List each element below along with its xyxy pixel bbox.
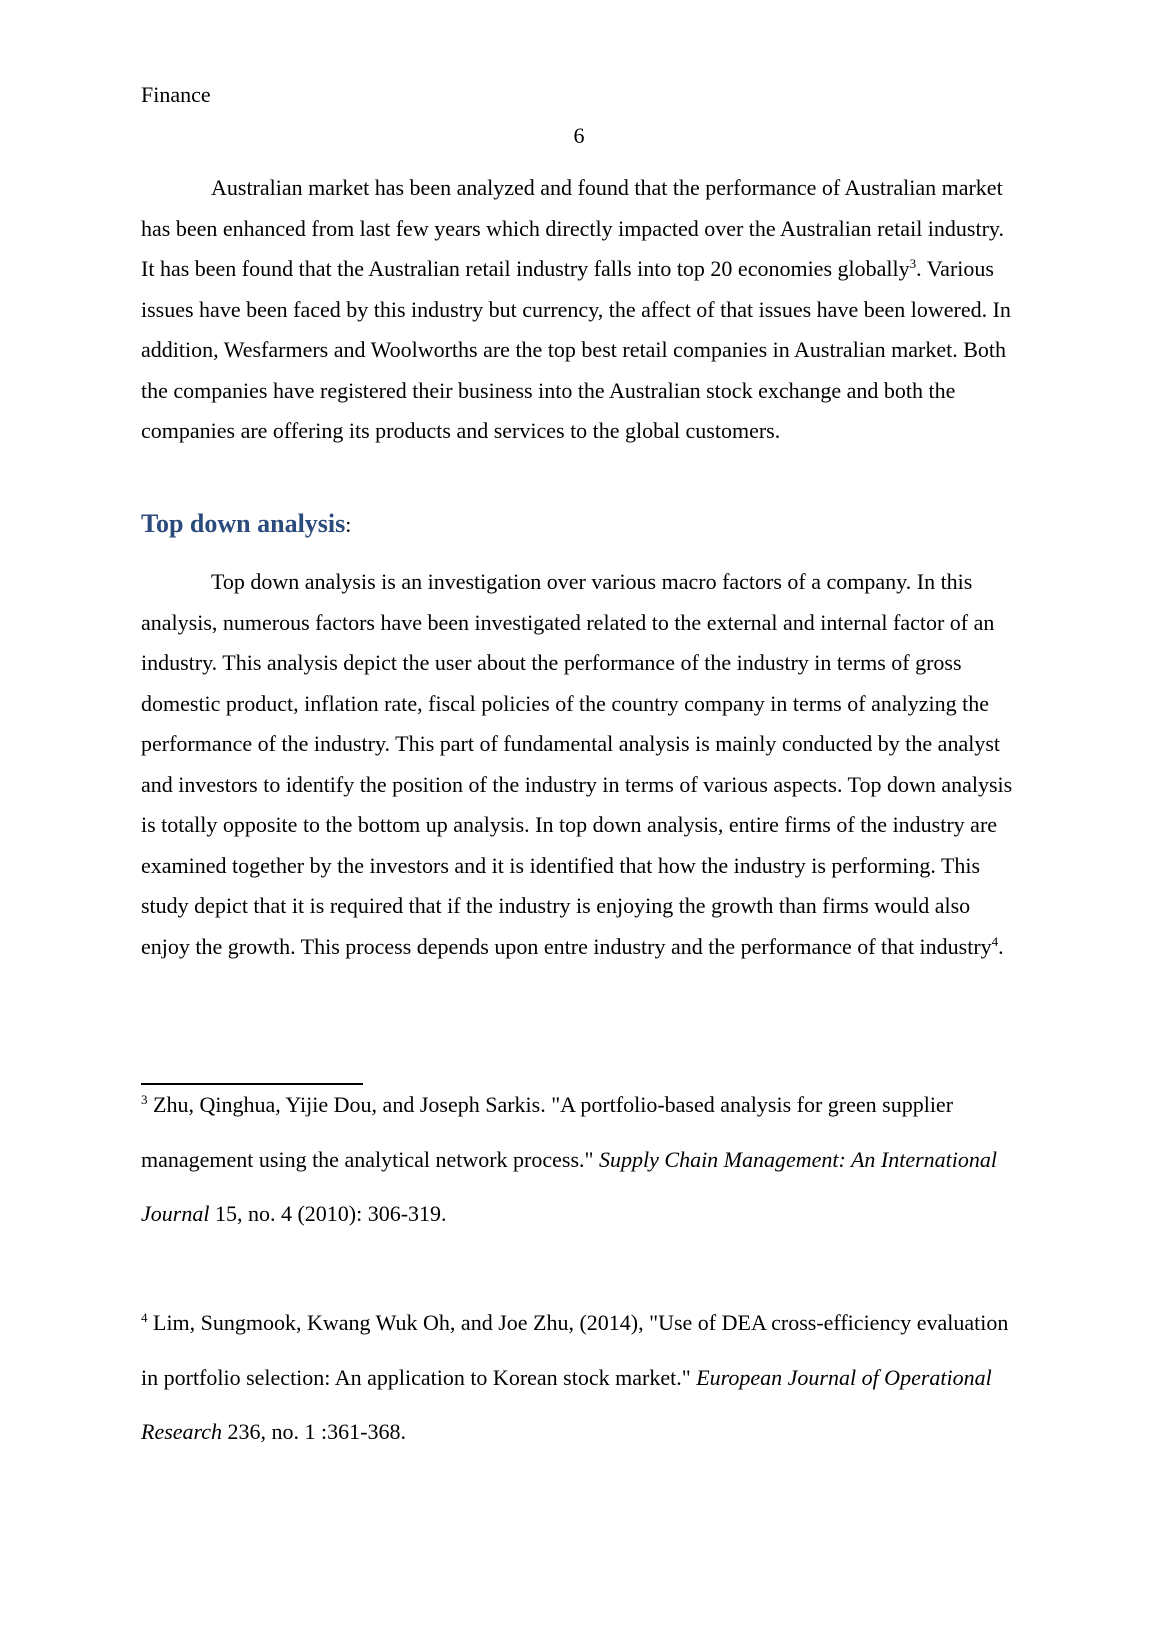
footnote-number: 4 — [141, 1310, 148, 1325]
page-number: 6 — [573, 123, 585, 148]
body-paragraph-top-down — [141, 562, 1021, 967]
footnote-reference-4[interactable]: 4 — [991, 933, 999, 949]
footnote-4 — [141, 1296, 1021, 1460]
running-head: Finance — [141, 82, 211, 107]
footnote-text: Lim, Sungmook, Kwang Wuk Oh, and Joe Zhu, (2014), "Use of DEA cross-efficiency evaluation in portfolio selection: An application to Korean stock market." — [141, 1310, 1009, 1390]
footnote-reference-3[interactable]: 3 — [909, 256, 917, 271]
paragraph-text: Top down analysis is an investigation over various macro factors of a company. In this analysis, numerous factors have been investigated related to the external and internal factor of an industry. This analysis depict the user about the performance of the industry in terms of gross domestic product, inflation rate, fiscal policies of the country company in terms of analyzing the performance of the industry. This part of fundamental analysis is mainly conducted by the analyst and investors to identify the position of the industry in terms of various aspects. Top down analysis is totally opposite to the bottom up analysis. In top down analysis, entire firms of the industry are examined together by the investors and it is identified that how the industry is performing. This study depict that it is required that if the industry is enjoying the growth than firms would also enjoy the growth. This process depends upon entre industry and the performance of that industry — [141, 569, 1013, 959]
paragraph-text: Australian market has been analyzed and found that the performance of Australian market has been enhanced from last few years which directly impacted over the Australian retail industry. It has been found that the Australian retail industry falls into top 20 economies globally — [141, 175, 1004, 281]
footnote-journal: European Journal of Operational Research — [141, 1364, 992, 1444]
footnote-details: 15, no. 4 (2010): 306-319. — [209, 1201, 447, 1226]
section-heading-colon: : — [345, 512, 352, 537]
paragraph-text: . Various issues have been faced by this industry but currency, the affect of that issues have been lowered. In addition, Wesfarmers and Woolworths are the top best retail companies in Australian market. Both the companies have registered their business into the Australian stock exchange and both the companies are offering its products and services to the global customers. — [141, 256, 1011, 443]
footnote-text: Zhu, Qinghua, Yijie Dou, and Joseph Sarkis. "A portfolio-based analysis for green supplier management using the analytical network process." — [141, 1092, 954, 1172]
footnote-journal: Supply Chain Management: An International Journal — [141, 1146, 998, 1226]
paragraph-text: . — [998, 933, 1004, 959]
section-heading — [141, 506, 351, 543]
footnote-3 — [141, 1078, 1021, 1242]
footnote-details: 236, no. 1 :361-368. — [222, 1419, 406, 1444]
body-paragraph-market — [141, 168, 1021, 452]
section-heading-text: Top down analysis — [141, 509, 346, 538]
footnote-number: 3 — [141, 1092, 148, 1107]
